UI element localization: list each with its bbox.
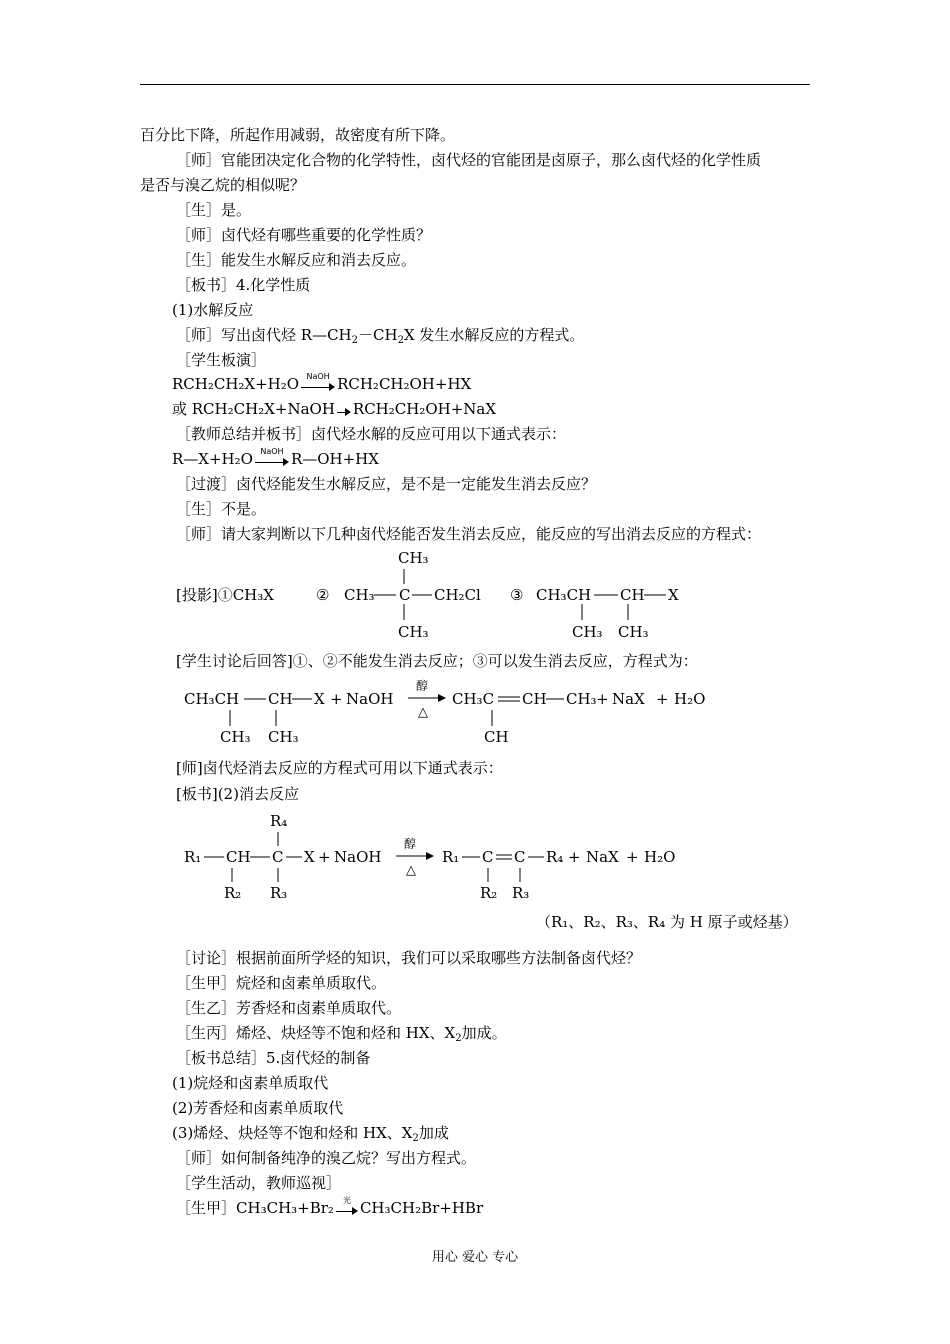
projection-structures-figure <box>170 544 700 644</box>
text-line: ［板书］4.化学性质 <box>176 276 311 294</box>
text-span: X 发生水解反应的方程式。 <box>403 326 585 344</box>
projection-label: [投影]①CH₃X <box>176 586 274 604</box>
eq-right: R—OH+HX <box>290 450 379 468</box>
text-line: ［师］如何制备纯净的溴乙烷？写出方程式。 <box>176 1149 477 1167</box>
eq-right: CH₃CH₂Br+HBr <box>359 1199 484 1217</box>
plus-sign: + <box>330 690 343 708</box>
text-line: （R₁、R₂、R₃、R₄ 为 H 原子或烃基） <box>536 913 798 931</box>
elimination-example-figure <box>180 676 740 748</box>
equation-bromination <box>176 1198 483 1218</box>
text-line: (1)水解反应 <box>172 301 254 319</box>
elimination-general-figure <box>180 808 700 908</box>
text-line: 是否与溴乙烷的相似呢？ <box>140 176 306 194</box>
eq-condition: 光 <box>342 1196 351 1205</box>
text-span: (3)烯烃、炔烃等不饱和烃和 HX、X <box>172 1124 413 1142</box>
equation-hydrolysis-1 <box>172 374 471 394</box>
text-line: (3)烯烃、炔烃等不饱和烃和 HX、$X_2$加成 <box>172 1124 449 1144</box>
text-span: 加成 <box>418 1124 449 1142</box>
r2-product: R₂ <box>480 884 498 902</box>
ch-group: CH <box>268 690 293 708</box>
eq-left: CH₃CH₃+Br₂ <box>236 1199 334 1217</box>
alcohol-condition: 醇 <box>404 837 417 851</box>
text-line: ［生丙］烯烃、炔烃等不饱和烃和 HX、$X_2$加成。 <box>176 1024 507 1044</box>
text-line: (2)芳香烃和卤素单质取代 <box>172 1099 344 1117</box>
text-span: 加成。 <box>461 1024 507 1042</box>
ch3-bottom: CH₃ <box>398 623 429 641</box>
r2: R₂ <box>224 884 242 902</box>
eq-left: R—X+H₂O <box>172 450 253 468</box>
text-line: ［师］写出卤代烃 $R—CH_2-CH_2X$ 发生水解反应的方程式。 <box>176 326 585 346</box>
central-carbon: C <box>399 586 411 604</box>
plus-sign: + <box>318 848 331 866</box>
halogen-x: X <box>314 690 325 708</box>
central-carbon: C <box>272 848 284 866</box>
ch2cl-group: CH₂Cl <box>434 586 481 604</box>
r3-product: R₃ <box>512 884 530 902</box>
text-line: 百分比下降，所起作用减弱，故密度有所下降。 <box>140 126 456 144</box>
text-span: －CH <box>358 326 398 344</box>
naoh: NaOH <box>346 690 394 708</box>
r1: R₁ <box>184 848 202 866</box>
text-line: [学生讨论后回答]①、②不能发生消去反应；③可以发生消去反应，方程式为： <box>176 652 698 670</box>
compound-3-marker: ③ <box>510 586 524 604</box>
text-line: ［师］官能团决定化合物的化学特性，卤代烃的官能团是卤原子，那么卤代烃的化学性质 <box>176 151 762 169</box>
eq-condition: NaOH <box>306 372 330 381</box>
text-line: ［生］不是。 <box>176 500 267 518</box>
ch3c-group: CH₃C <box>452 690 495 708</box>
ch3-end: CH₃ <box>566 690 597 708</box>
plus-sign: + <box>596 690 609 708</box>
ch3-branch-1: CH₃ <box>220 728 251 746</box>
heat-condition: △ <box>418 705 428 720</box>
text-line: ［生］能发生水解反应和消去反应。 <box>176 251 417 269</box>
text-line: ［讨论］根据前面所学烃的知识，我们可以采取哪些方法制备卤代烃？ <box>176 949 642 967</box>
text-line: [板书](2)消去反应 <box>176 785 299 803</box>
ch3-group: CH₃ <box>344 586 375 604</box>
ch3-top: CH₃ <box>398 549 429 567</box>
ch-branch: CH <box>484 728 509 746</box>
plus-sign: + <box>568 848 581 866</box>
h2o: H₂O <box>674 690 706 708</box>
eq-right: RCH₂CH₂OH+NaX <box>352 400 497 418</box>
text-span: ［生甲］ <box>176 1199 237 1217</box>
text-line: ［过渡］卤代烃能发生水解反应，是不是一定能发生消去反应？ <box>176 475 597 493</box>
text-line: ［生］是。 <box>176 201 252 219</box>
text-span: ［师］写出卤代烃 R—CH <box>176 326 352 344</box>
text-line: ［生甲］烷烃和卤素单质取代。 <box>176 974 387 992</box>
text-line: ［学生活动，教师巡视］ <box>176 1174 342 1192</box>
ch3-branch-1: CH₃ <box>572 623 603 641</box>
eq-left: RCH₂CH₂X+H₂O <box>172 375 300 393</box>
plus-sign: + <box>626 848 639 866</box>
text-line: ［教师总结并板书］卤代烃水解的反应可用以下通式表示： <box>176 425 567 443</box>
nax: NaX <box>612 690 645 708</box>
carbon-1: C <box>482 848 494 866</box>
r4-top: R₄ <box>270 812 288 830</box>
nax: NaX <box>586 848 619 866</box>
compound-2-marker: ② <box>316 586 330 604</box>
eq-condition: NaOH <box>260 447 284 456</box>
r1-product: R₁ <box>442 848 460 866</box>
text-line: ［板书总结］5.卤代烃的制备 <box>176 1049 371 1067</box>
ch3-branch-2: CH₃ <box>618 623 649 641</box>
header-rule <box>140 84 810 85</box>
ch-group: CH <box>620 586 645 604</box>
ch3ch-group: CH₃CH <box>184 690 240 708</box>
text-line: ［师］卤代烃有哪些重要的化学性质？ <box>176 226 432 244</box>
plus-sign: + <box>656 690 669 708</box>
naoh: NaOH <box>334 848 382 866</box>
equation-hydrolysis-general <box>172 449 379 469</box>
text-span: ［生丙］烯烃、炔烃等不饱和烃和 HX、X <box>176 1024 456 1042</box>
r4-product: R₄ <box>546 848 564 866</box>
alcohol-condition: 醇 <box>416 679 429 693</box>
equation-hydrolysis-2 <box>172 399 496 419</box>
h2o: H₂O <box>644 848 676 866</box>
ch-group: CH <box>226 848 251 866</box>
ch3ch-group: CH₃CH <box>536 586 592 604</box>
text-line: ［学生板演］ <box>176 351 267 369</box>
text-line: ［生乙］芳香烃和卤素单质取代。 <box>176 999 402 1017</box>
eq-left: 或 RCH₂CH₂X+NaOH <box>172 400 335 418</box>
halogen-x: X <box>304 848 315 866</box>
eq-right: RCH₂CH₂OH+HX <box>337 375 472 393</box>
carbon-2: C <box>514 848 526 866</box>
text-line: (1)烷烃和卤素单质取代 <box>172 1074 329 1092</box>
halogen-x: X <box>668 586 679 604</box>
text-line: [师]卤代烃消去反应的方程式可用以下通式表示： <box>176 759 503 777</box>
r3: R₃ <box>270 884 288 902</box>
heat-condition: △ <box>406 863 416 878</box>
ch3-branch-2: CH₃ <box>268 728 299 746</box>
page-footer: 用心 爱心 专心 <box>431 1250 519 1265</box>
ch-group: CH <box>522 690 547 708</box>
text-line: ［师］请大家判断以下几种卤代烃能否发生消去反应，能反应的写出消去反应的方程式： <box>176 525 762 543</box>
